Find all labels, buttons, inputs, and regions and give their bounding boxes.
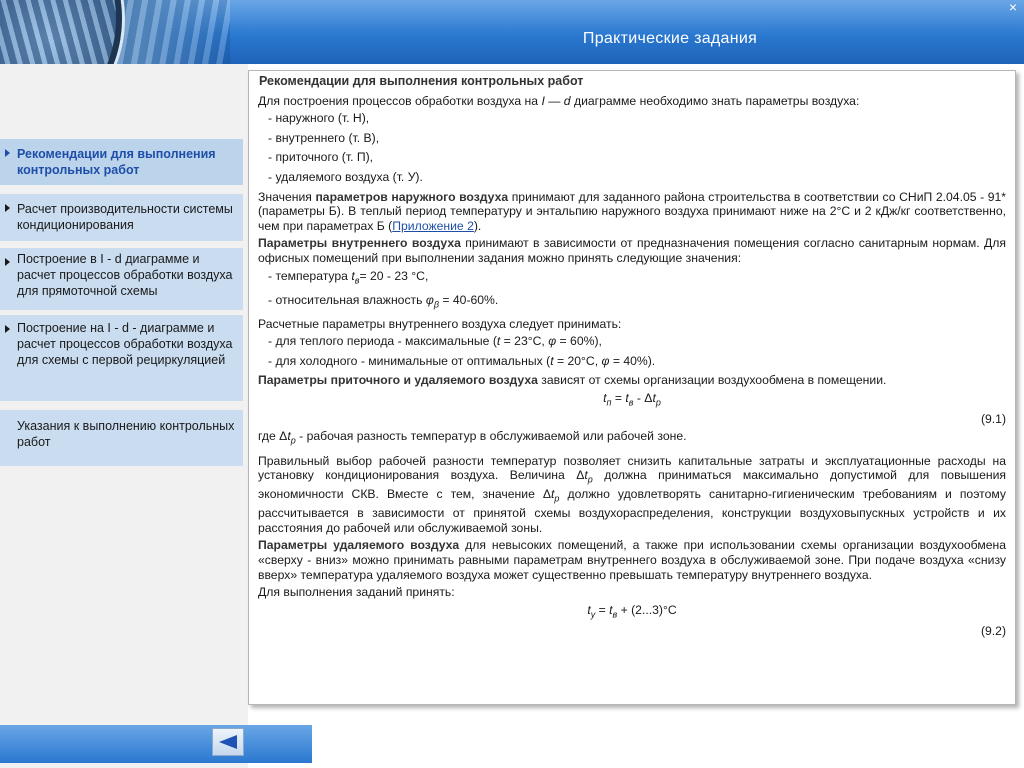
arrow-right-icon [5,325,10,333]
where-paragraph: где $\Delta t_р$ - рабочая разность температур в обслуживаемой или рабочей зоне. [258,428,687,446]
close-button[interactable]: × [1008,0,1018,15]
formula-9-2: $t_у = t_в + (2...3)^\circ С$ [587,602,677,620]
list-item: - приточного (т. П), [268,150,374,165]
sidebar-item-label: Расчет производительности системы кондиционирования [17,202,233,232]
content-panel [248,70,1016,705]
list-item-humidity: - относительная влажность $\varphi_\beta = 40-60\%$. [268,292,499,309]
sidebar-item-label: Построение в I - d диаграмме и расчет процессов обработки воздуха для прямоточной схемы [17,252,233,298]
supply-exhaust-paragraph: Параметры приточного и удаляемого воздуха зависят от схемы организации воздухообмена в помещении. [258,373,887,388]
arrow-right-icon [5,258,10,266]
arrow-right-icon [5,149,10,157]
content-heading: Рекомендации для выполнения контрольных работ [259,74,584,88]
list-item: - наружного (т. Н), [268,111,370,126]
formula-9-1: $t_п = t_в - \Delta t_р$ [603,390,661,408]
sidebar-item-label: Построение на I - d - диаграмме и расчет процессов обработки воздуха для схемы с первой рециркуляцией [17,321,233,367]
list-item-cold-period: - для холодного - минимальные от оптимальных (t = 20°С, φ = 40%). [268,353,656,368]
header-bar [0,0,1024,64]
intro-paragraph: Для построения процессов обработки воздуха на I — d диаграмме необходимо знать параметры воздуха: [258,93,860,108]
appendix-2-link[interactable]: Приложение 2 [392,218,474,233]
list-item-warm-period: - для теплого периода - максимальные (t = 23°С, φ = 60%), [268,334,602,349]
sidebar-item-performance-calculation[interactable] [0,194,243,241]
outdoor-air-paragraph: Значения параметров наружного воздуха принимают для заданного района строительства в соответствии со СНиП 2.04.05 - 91* (параметры Б). В теплый период температуру и энтальпию наружного воздуха принимают ниже на 2°С и 2 кДж/кг соответственно, чем при параметрах Б (Приложение 2). [258,189,1007,233]
bottom-nav-bar [0,725,312,763]
temperature-difference-paragraph: Правильный выбор рабочей разности температур позволяет снизить капитальные затраты и эксплуатационные расходы на установку кондиционирования воздуха. Величина $\Delta t_р$ должна приниматься максимально допустимой для повышения экономичности СКВ. Вместе с тем, значение $\Delta t_р$ должно удовлетворять санитарно-гигиеническим требованиям и поэтому рассчитывается в зависимости от принятой схемы воздухораспределения, конструкции воздуховыпускных устройств и их расстояния до рабочей или обслуживаемой зоны. [258,453,1006,535]
sidebar-item-label: Указания к выполнению контрольных работ [17,419,235,449]
list-item-temperature: - температура $t_в= 20 - 23$ °С, [268,268,429,285]
sidebar-item-direct-flow-scheme[interactable] [0,248,243,310]
sidebar-item-recommendations[interactable] [0,139,243,185]
equation-number: (9.1) [980,412,1006,426]
equation-number: (9.2) [980,623,1006,638]
sidebar-item-label: Рекомендации для выполнения контрольных работ [17,147,216,177]
exhaust-air-paragraph: Параметры удаляемого воздуха для невысоких помещений, а также при использовании схемы организации воздухообмена «сверху - вниз» можно принимать равными параметрам внутреннего воздуха в обслуживаемой зоне. При подаче воздуха «снизу вверх» температура удаляемого воздуха может существенно превышать температуру внутреннего воздуха. [258,538,1007,582]
back-button[interactable] [212,728,244,756]
indoor-air-paragraph: Параметры внутреннего воздуха принимают в зависимости от предназначения помещения согласно санитарным нормам. Для офисных помещений при выполнении задания можно принять следующие значения: [258,236,1006,265]
design-params-paragraph: Расчетные параметры внутреннего воздуха следует принимать: [258,316,622,331]
page-title: Практические задания [582,30,758,47]
list-item: - удаляемого воздуха (т. У). [268,169,423,184]
list-item: - внутреннего (т. В), [268,130,380,145]
back-arrow-icon [219,735,237,749]
sidebar-item-first-recirculation-scheme[interactable] [0,315,243,401]
sidebar-item-instructions[interactable] [0,410,243,466]
arrow-right-icon [5,204,10,212]
task-paragraph: Для выполнения заданий принять: [258,585,455,600]
